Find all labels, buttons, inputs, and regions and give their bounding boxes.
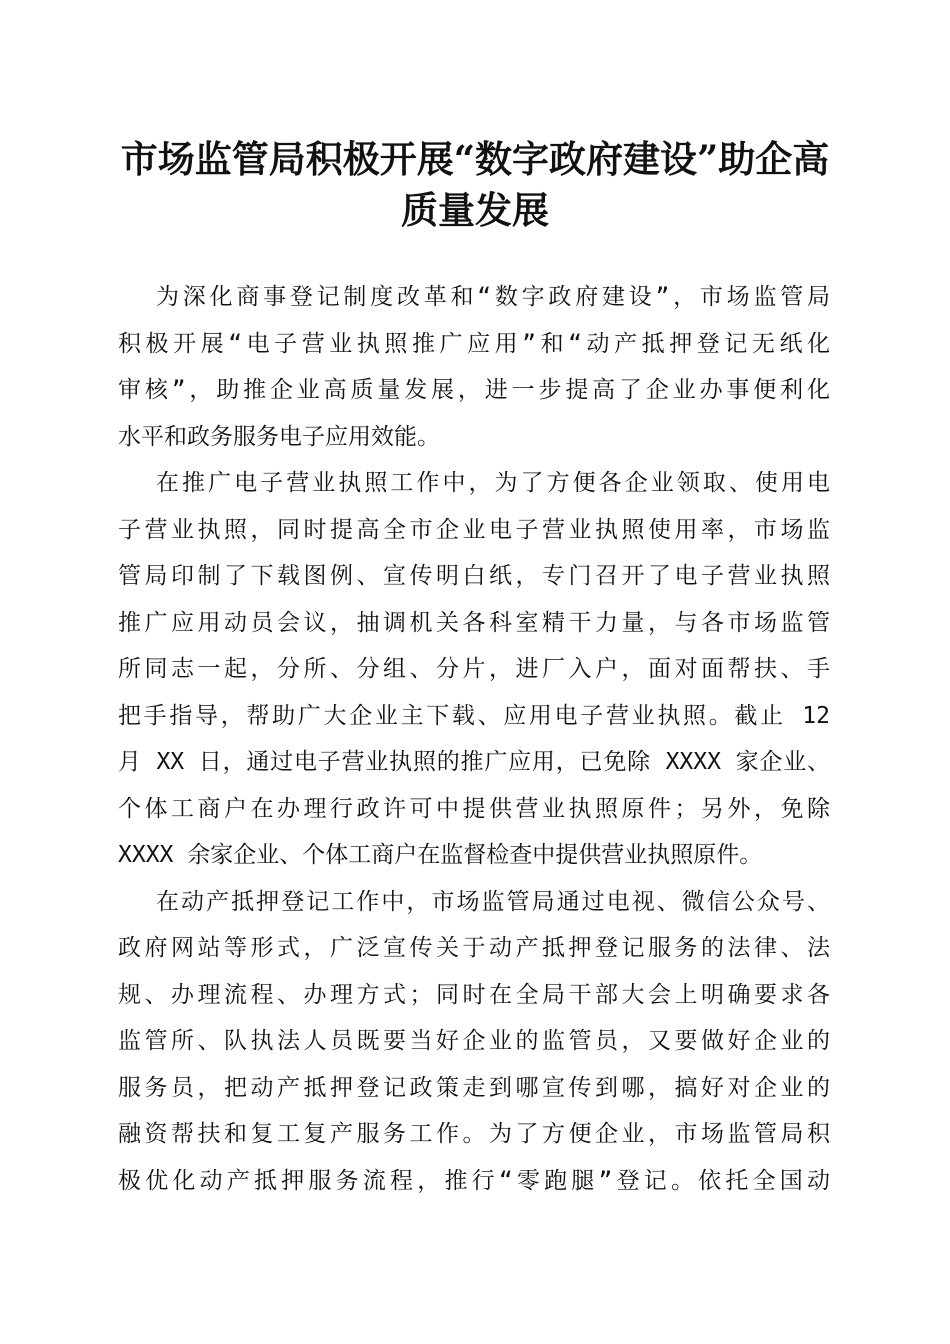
title-line: 质量发展	[401, 188, 549, 232]
text-line: 在动产抵押登记工作中，市场监管局通过电视、微信公众号、	[156, 888, 830, 915]
text-line: 服务员，把动产抵押登记政策走到哪宣传到哪，搞好对企业的	[118, 1074, 830, 1101]
text-line: 把手指导，帮助广大企业主下载、应用电子营业执照。截止 12	[118, 702, 830, 729]
text-line: 管局印制了下载图例、宣传明白纸，专门召开了电子营业执照	[118, 563, 830, 589]
paragraph-2	[118, 460, 830, 879]
text-line: 融资帮扶和复工复产服务工作。为了方便企业，市场监管局积	[118, 1121, 830, 1147]
document-title	[100, 134, 850, 236]
text-line: 政府网站等形式，广泛宣传关于动产抵押登记服务的法律、法	[118, 935, 830, 961]
text-line: 在推广电子营业执照工作中，为了方便各企业领取、使用电	[156, 470, 830, 496]
paragraph-3	[118, 879, 830, 1205]
paragraph-1	[118, 274, 830, 460]
text-line: 审核”，助推企业高质量发展，进一步提高了企业办事便利化	[118, 377, 830, 403]
text-line: 子营业执照，同时提高全市企业电子营业执照使用率，市场监	[118, 516, 830, 543]
title-line: 市场监管局积极开展“数字政府建设”助企高	[120, 137, 830, 181]
text-line: 月 XX 日，通过电子营业执照的推广应用，已免除 XXXX 家企业、	[118, 749, 830, 775]
text-line: 所同志一起，分所、分组、分片，进厂入户，面对面帮扶、手	[118, 656, 830, 682]
text-line: 为深化商事登记制度改革和“数字政府建设”，市场监管局	[156, 284, 830, 310]
text-line: 极优化动产抵押服务流程，推行“零跑腿”登记。依托全国动	[118, 1167, 830, 1194]
text-line: 推广应用动员会议，抽调机关各科室精干力量，与各市场监管	[118, 609, 830, 636]
document-body	[118, 274, 830, 1204]
text-line: 监管所、队执法人员既要当好企业的监管员，又要做好企业的	[118, 1028, 830, 1054]
text-line: 积极开展“电子营业执照推广应用”和“动产抵押登记无纸化	[118, 330, 830, 357]
text-line: 个体工商户在办理行政许可中提供营业执照原件；另外，免除	[118, 795, 830, 822]
text-line: 水平和政务服务电子应用效能。	[118, 423, 440, 450]
text-line: XXXX 余家企业、个体工商户在监督检查中提供营业执照原件。	[118, 842, 763, 868]
text-line: 规、办理流程、办理方式；同时在全局干部大会上明确要求各	[118, 981, 830, 1008]
